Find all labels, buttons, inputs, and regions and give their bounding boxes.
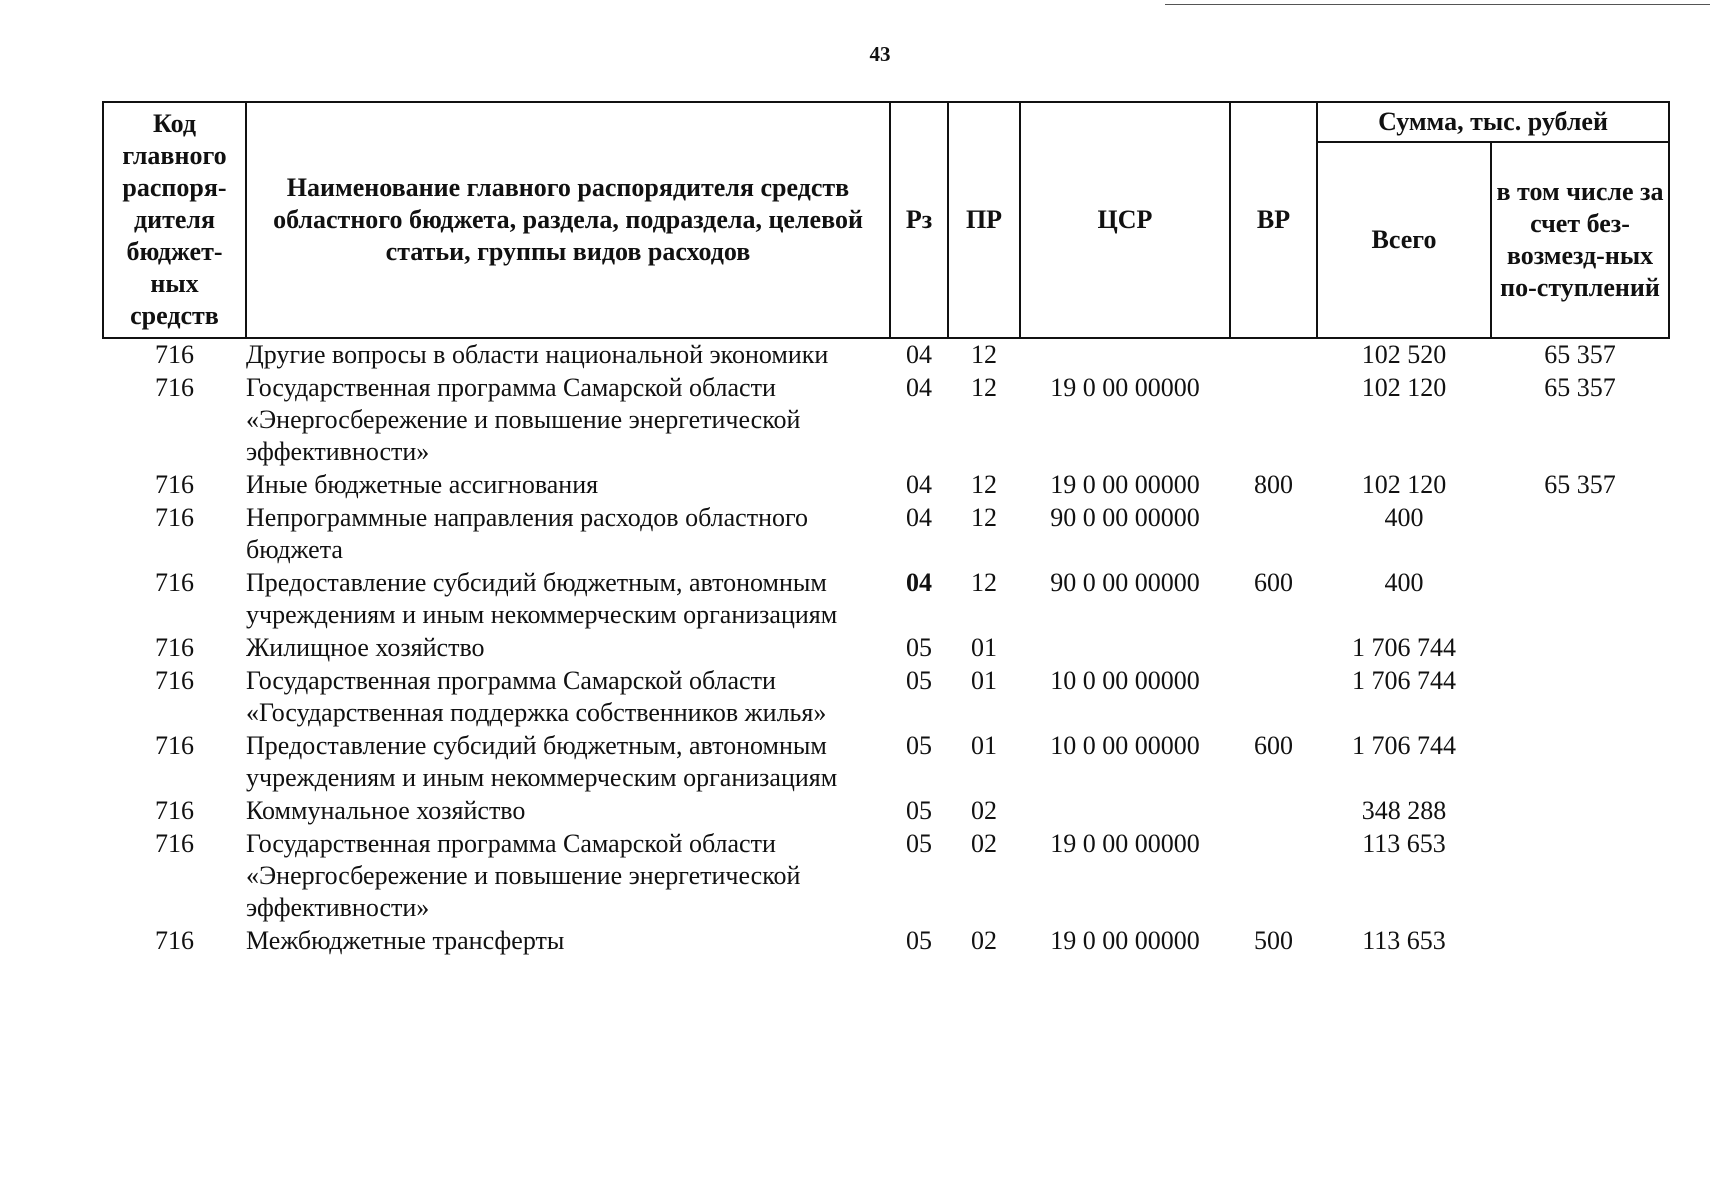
cell-name: Жилищное хозяйство <box>246 633 485 662</box>
table-body <box>103 338 1669 958</box>
cell-code: 716 <box>155 666 194 695</box>
cell-pr: 12 <box>971 503 997 532</box>
cell-vr <box>1230 372 1317 469</box>
cell-pr: 01 <box>971 666 997 695</box>
cell-vr <box>1230 338 1317 372</box>
table-row <box>103 730 1669 795</box>
table-row <box>103 795 1669 828</box>
cell-csr: 19 0 00 00000 <box>1050 829 1200 858</box>
header-vr: ВР <box>1230 102 1317 338</box>
cell-csr: 19 0 00 00000 <box>1050 470 1200 499</box>
table-row <box>103 372 1669 469</box>
cell-csr: 10 0 00 00000 <box>1050 666 1200 695</box>
cell-vr <box>1230 632 1317 665</box>
cell-pr: 12 <box>971 568 997 597</box>
cell-vr: 500 <box>1254 926 1293 955</box>
cell-rz: 04 <box>906 373 932 402</box>
header-grants: в том числе за счет без-возмезд-ных по-ступлений <box>1491 142 1669 338</box>
table-row <box>103 567 1669 632</box>
cell-code: 716 <box>155 340 194 369</box>
cell-grants <box>1491 632 1669 665</box>
cell-total: 1 706 744 <box>1352 633 1456 662</box>
cell-grants <box>1491 502 1669 567</box>
cell-pr: 02 <box>971 829 997 858</box>
cell-name: Иные бюджетные ассигнования <box>246 470 599 499</box>
budget-table <box>102 101 1670 958</box>
cell-vr: 600 <box>1254 731 1293 760</box>
cell-rz: 04 <box>906 503 932 532</box>
cell-grants <box>1491 795 1669 828</box>
cell-vr: 800 <box>1254 470 1293 499</box>
cell-rz: 04 <box>906 470 932 499</box>
cell-code: 716 <box>155 829 194 858</box>
cell-pr: 02 <box>971 796 997 825</box>
header-pr: ПР <box>948 102 1020 338</box>
cell-name: Непрограммные направления расходов областного бюджета <box>246 503 808 564</box>
cell-total: 102 120 <box>1361 470 1447 499</box>
cell-csr: 10 0 00 00000 <box>1050 731 1200 760</box>
cell-name: Предоставление субсидий бюджетным, автономным учреждениям и иным некоммерческим организациям <box>246 568 838 629</box>
page-number: 43 <box>869 42 891 66</box>
cell-total: 400 <box>1384 568 1424 597</box>
cell-vr <box>1230 828 1317 925</box>
cell-grants <box>1491 730 1669 795</box>
cell-total: 113 653 <box>1362 926 1446 955</box>
cell-total: 102 120 <box>1361 373 1447 402</box>
table-row <box>103 828 1669 925</box>
cell-rz: 05 <box>906 633 932 662</box>
cell-grants: 65 357 <box>1544 340 1616 369</box>
cell-code: 716 <box>155 633 194 662</box>
cell-pr: 12 <box>971 470 997 499</box>
cell-code: 716 <box>155 568 194 597</box>
cell-grants: 65 357 <box>1544 373 1616 402</box>
cell-code: 716 <box>155 796 194 825</box>
cell-code: 716 <box>155 503 194 532</box>
table-row <box>103 502 1669 567</box>
cell-total: 400 <box>1384 503 1424 532</box>
cell-grants <box>1491 828 1669 925</box>
cell-grants <box>1491 567 1669 632</box>
cell-name: Коммунальное хозяйство <box>246 796 526 825</box>
cell-code: 716 <box>155 926 194 955</box>
cell-pr: 12 <box>971 373 997 402</box>
cell-name: Государственная программа Самарской области «Энергосбережение и повышение энергетической эффективности» <box>246 829 801 922</box>
table-row <box>103 338 1669 372</box>
cell-name: Государственная программа Самарской области «Энергосбережение и повышение энергетической эффективности» <box>246 373 801 466</box>
cell-name: Межбюджетные трансферты <box>246 926 565 955</box>
cell-name: Государственная программа Самарской области «Государственная поддержка собственников жилья» <box>246 666 827 727</box>
cell-csr <box>1020 795 1230 828</box>
cell-vr <box>1230 502 1317 567</box>
cell-grants <box>1491 925 1669 958</box>
cell-total: 1 706 744 <box>1352 666 1456 695</box>
cell-vr: 600 <box>1254 568 1293 597</box>
cell-csr: 90 0 00 00000 <box>1050 503 1200 532</box>
cell-rz: 05 <box>906 731 932 760</box>
cell-total: 113 653 <box>1362 829 1446 858</box>
cell-csr <box>1020 338 1230 372</box>
table-row <box>103 469 1669 502</box>
header-rz: Рз <box>890 102 948 338</box>
cell-pr: 01 <box>971 633 997 662</box>
header-sum: Сумма, тыс. рублей <box>1317 102 1669 142</box>
cell-total: 102 520 <box>1361 340 1447 369</box>
top-rule <box>1165 4 1710 5</box>
cell-grants <box>1491 665 1669 730</box>
cell-name: Предоставление субсидий бюджетным, автономным учреждениям и иным некоммерческим организациям <box>246 731 838 792</box>
cell-rz: 04 <box>906 568 932 597</box>
table-row <box>103 632 1669 665</box>
cell-rz: 05 <box>906 926 932 955</box>
cell-code: 716 <box>155 470 194 499</box>
cell-pr: 12 <box>971 340 997 369</box>
cell-grants: 65 357 <box>1544 470 1616 499</box>
cell-pr: 01 <box>971 731 997 760</box>
cell-rz: 05 <box>906 829 932 858</box>
header-csr: ЦСР <box>1020 102 1230 338</box>
cell-vr <box>1230 795 1317 828</box>
cell-code: 716 <box>155 731 194 760</box>
cell-rz: 05 <box>906 796 932 825</box>
cell-csr: 90 0 00 00000 <box>1050 568 1200 597</box>
cell-csr: 19 0 00 00000 <box>1050 373 1200 402</box>
table-row <box>103 665 1669 730</box>
header-name: Наименование главного распорядителя средств областного бюджета, раздела, подраздела, целевой статьи, группы видов расходов <box>246 102 890 338</box>
header-total: Всего <box>1317 142 1491 338</box>
header-code: Код главного распоря-дителя бюджет-ных средств <box>103 102 246 338</box>
cell-code: 716 <box>155 373 194 402</box>
cell-total: 348 288 <box>1361 796 1447 825</box>
cell-total: 1 706 744 <box>1352 731 1456 760</box>
cell-name: Другие вопросы в области национальной экономики <box>246 340 829 369</box>
cell-pr: 02 <box>971 926 997 955</box>
cell-rz: 04 <box>906 340 932 369</box>
cell-csr <box>1020 632 1230 665</box>
table-row <box>103 925 1669 958</box>
cell-csr: 19 0 00 00000 <box>1050 926 1200 955</box>
cell-rz: 05 <box>906 666 932 695</box>
cell-vr <box>1230 665 1317 730</box>
